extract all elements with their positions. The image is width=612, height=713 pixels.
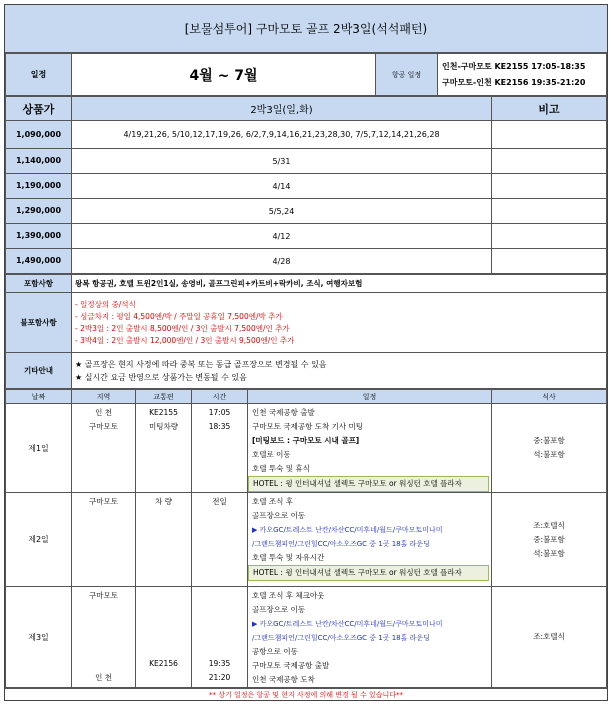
schedule-period: 4월 ~ 7월 <box>72 54 376 96</box>
schedule-line: 호텔 조식 후 <box>252 497 293 506</box>
departure-dates: 4/12 <box>72 224 492 249</box>
meal: 석:불포함 <box>533 548 565 558</box>
excluded-line: - 2박3일 : 2인 출발시 8,500엔/인 / 3인 출발시 7,500엔/인 추가 <box>75 323 290 333</box>
meal: 조:호텔식 <box>533 520 565 530</box>
schedule-line: 인천 국제공항 출발 <box>252 408 315 417</box>
col-day: 날짜 <box>6 390 72 404</box>
page-title: [보물섬투어] 구마모토 골프 2박3일(석석패턴) <box>184 22 428 36</box>
schedule-table <box>5 53 607 96</box>
day-label: 제1일 <box>6 404 72 493</box>
schedule-line: [미팅보드 : 구마모토 시내 골프] <box>252 436 360 445</box>
itinerary-day <box>6 404 607 493</box>
region: 구마모토 <box>89 422 118 431</box>
excluded-line: - 일정상의 중/석식 <box>75 299 136 309</box>
departure-dates: 4/14 <box>72 174 492 199</box>
price-note <box>492 224 607 249</box>
included-text: 왕복 항공권, 호텔 트윈2인1실, 송영비, 골프그린피+카트비+락카비, 조식, 여행자보험 <box>72 275 607 293</box>
transport: 미팅차량 <box>149 422 178 431</box>
golf-course-line: /그랜드챔피언/그린힐CC/아소오즈GC 중 1곳 18홀 라운딩 <box>252 540 430 548</box>
schedule-line: 골프장으로 이동 <box>252 511 306 520</box>
schedule-line: 호텔 투숙 및 자유시간 <box>252 553 325 562</box>
meal: 중:불포함 <box>533 534 565 544</box>
excluded-line: - 싱글차지 : 평일 4,500엔/박 / 주말일 공휴일 7,500엔/박 추가 <box>75 311 283 321</box>
price-table <box>5 96 607 274</box>
schedule-line: 구마모토 국제공항 도착 기사 미팅 <box>252 422 363 431</box>
departure-dates: 4/19,21,26, 5/10,12,17,19,26, 6/2,7,9,14,16,21,23,28,30, 7/5,7,12,14,21,26,28 <box>72 121 492 149</box>
itinerary-sheet <box>4 4 608 701</box>
departure-dates: 5/5,24 <box>72 199 492 224</box>
included-label: 포함사항 <box>6 275 72 293</box>
hotel-info: HOTEL : 윙 인터내셔널 셀렉트 구마모토 or 워싱턴 호텔 플라자 <box>248 565 489 581</box>
price-value: 1,490,000 <box>6 249 72 274</box>
golf-course-line: ▶ 카오GC/트레스트 난칸/차산CC/미후네/월드/쿠마모토미나미 <box>252 620 443 628</box>
golf-course-line: ▶ 카오GC/트레스트 난칸/차산CC/미후네/월드/쿠마모토미나미 <box>252 526 443 534</box>
price-note <box>492 249 607 274</box>
hotel-info: HOTEL : 윙 인터내셔널 셀렉트 구마모토 or 워싱턴 호텔 플라자 <box>248 476 489 492</box>
flight-outbound: 인천-구마모토 KE2155 17:05-18:35 <box>442 61 586 71</box>
note-header: 비고 <box>492 97 607 121</box>
golf-course-line: /그랜드챔피언/그린힐CC/아소오즈GC 중 1곳 18홀 라운딩 <box>252 634 430 642</box>
meal: 석:불포함 <box>533 450 565 459</box>
col-schedule: 일정 <box>248 390 492 404</box>
other-line: ★ 실시간 요금 반영으로 상품가는 변동될 수 있음 <box>75 372 247 382</box>
col-transport: 교통편 <box>136 390 192 404</box>
col-region: 지역 <box>72 390 136 404</box>
transport: KE2155 <box>149 408 178 417</box>
itinerary-day <box>6 493 607 587</box>
price-row <box>6 249 607 274</box>
time: 17:05 <box>208 408 231 417</box>
region: 구마모토 <box>89 497 118 506</box>
col-time: 시간 <box>192 390 248 404</box>
transport: 차 량 <box>155 497 172 506</box>
schedule-line: 공항으로 이동 <box>252 647 298 656</box>
price-note <box>492 149 607 174</box>
price-note <box>492 121 607 149</box>
price-value: 1,090,000 <box>6 121 72 149</box>
other-label: 기타안내 <box>6 353 72 389</box>
meal: 중:불포함 <box>533 436 565 445</box>
price-value: 1,190,000 <box>6 174 72 199</box>
departure-dates: 5/31 <box>72 149 492 174</box>
meal: 조:호텔식 <box>533 632 565 641</box>
footer-note: ** 상기 일정은 항공 및 현지 사정에 의해 변경 될 수 있습니다** <box>5 688 607 700</box>
schedule-line: 인천 국제공항 도착 <box>252 675 315 684</box>
day-label: 제3일 <box>6 587 72 688</box>
price-row <box>6 199 607 224</box>
price-row <box>6 121 607 149</box>
price-note <box>492 174 607 199</box>
schedule-line: 호텔 투숙 및 휴식 <box>252 464 310 473</box>
price-header: 상품가 <box>6 97 72 121</box>
price-row <box>6 174 607 199</box>
other-line: ★ 골프장은 현지 사정에 따라 중복 또는 동급 골프장으로 변경될 수 있음 <box>75 359 327 369</box>
itinerary-table <box>5 389 607 688</box>
time: 전일 <box>212 497 227 506</box>
day-label: 제2일 <box>6 493 72 587</box>
excluded-line: - 3박4일 : 2인 출발시 12,000엔/인 / 3인 출발시 9,500엔/인 추가 <box>75 335 295 345</box>
price-value: 1,290,000 <box>6 199 72 224</box>
transport: KE2156 <box>149 659 178 668</box>
schedule-line: 호텔 조식 후 체크아웃 <box>252 591 325 600</box>
title-bar <box>5 5 607 53</box>
flight-label: 항공 일정 <box>376 54 438 96</box>
time: 18:35 <box>208 422 231 431</box>
itinerary-day <box>6 587 607 688</box>
info-table <box>5 274 607 389</box>
price-value: 1,140,000 <box>6 149 72 174</box>
region: 구마모토 <box>89 591 118 600</box>
schedule-line: 골프장으로 이동 <box>252 605 306 614</box>
flight-inbound: 구마모토-인천 KE2156 19:35-21:20 <box>442 77 586 87</box>
region: 인 천 <box>95 673 112 682</box>
price-row <box>6 149 607 174</box>
time: 19:35 <box>208 659 231 668</box>
excluded-label: 불포함사항 <box>6 293 72 353</box>
schedule-label: 일정 <box>6 54 72 96</box>
price-row <box>6 224 607 249</box>
region: 인 천 <box>95 408 112 417</box>
departure-dates: 4/28 <box>72 249 492 274</box>
price-note <box>492 199 607 224</box>
col-meal: 식사 <box>492 390 607 404</box>
product-header: 2박3일(일,화) <box>72 97 492 121</box>
price-value: 1,390,000 <box>6 224 72 249</box>
time: 21:20 <box>208 673 231 682</box>
schedule-line: 호텔로 이동 <box>252 450 291 459</box>
schedule-line: 구마모토 국제공항 출발 <box>252 661 330 670</box>
